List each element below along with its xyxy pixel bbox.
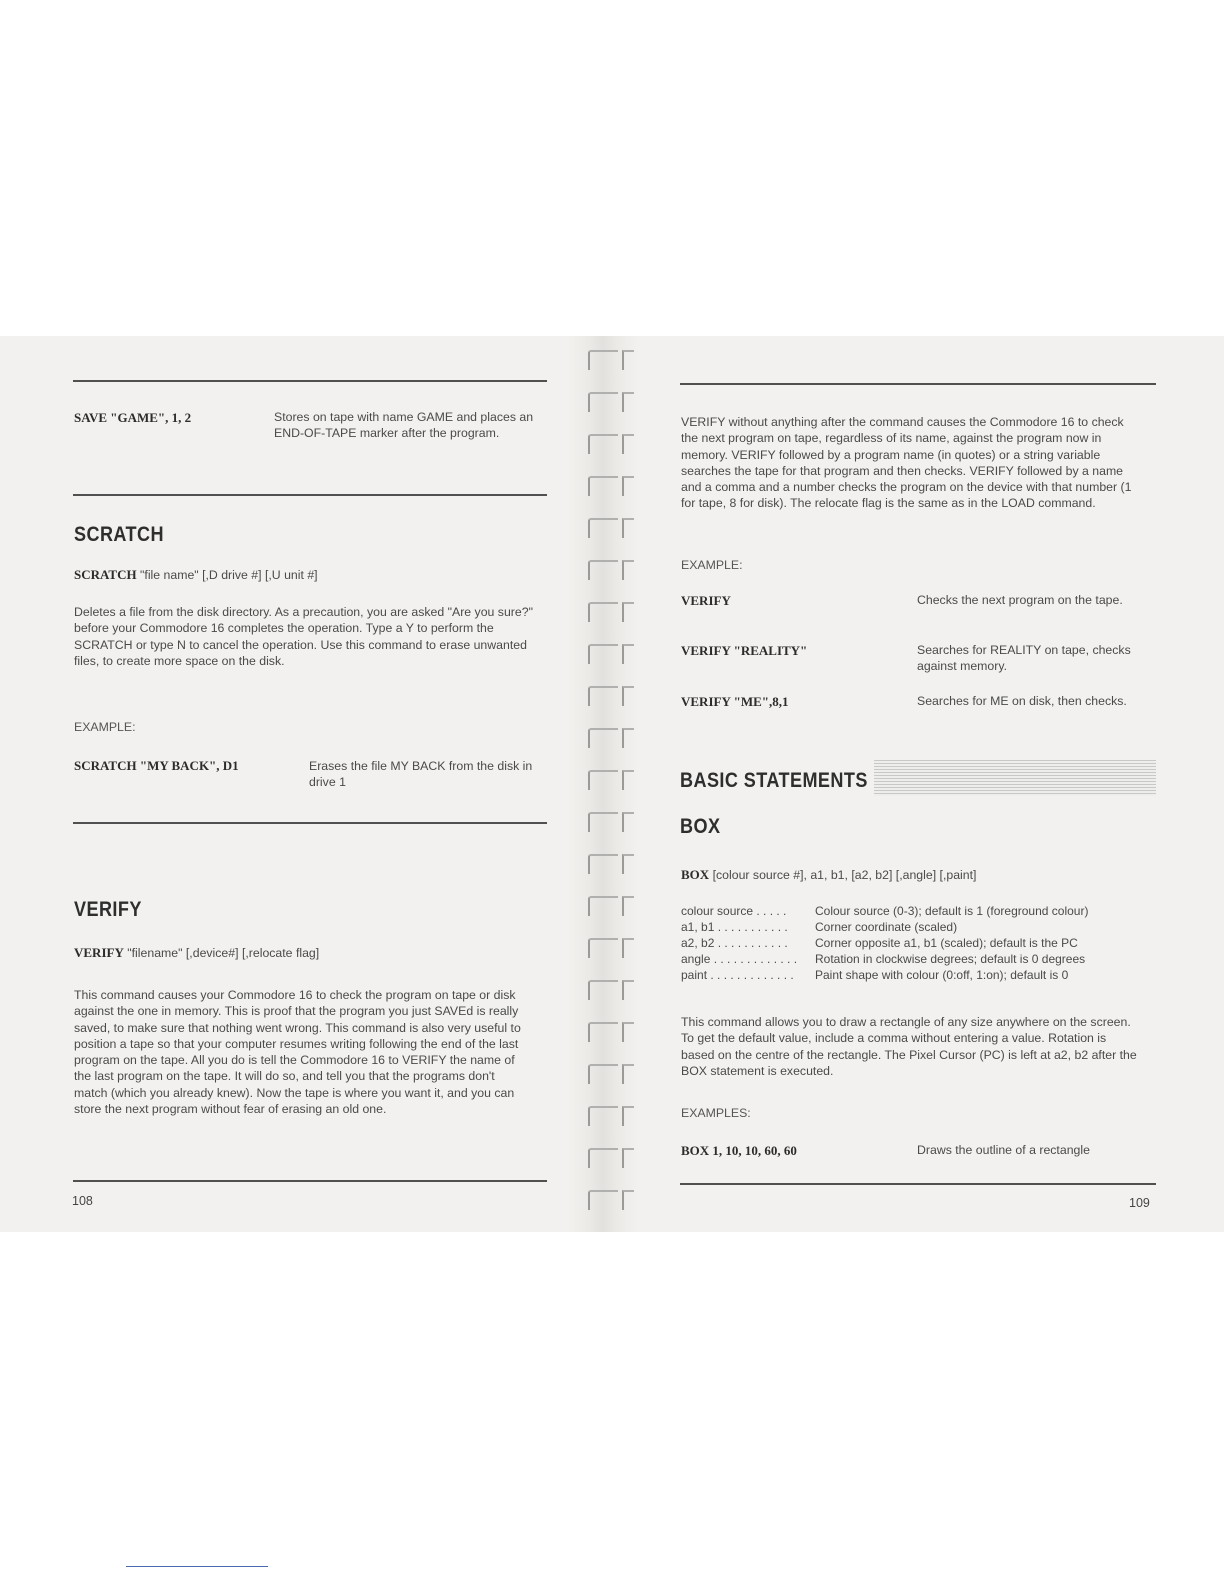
coil xyxy=(588,1022,618,1042)
divider xyxy=(73,1180,547,1182)
coil xyxy=(588,1190,618,1210)
verify-continued-body: VERIFY without anything after the command causes the Commodore 16 to check the next program on tape, regardless of its name, against the program now in memory. VERIFY followed by a program name (in quotes) or a string variable searches the tape for that program and then checks. VERIFY followed by a name and a comma and a number checks the program on the device with that number (1 for tape, 8 for disk). The relocate flag is the same as in the LOAD command. xyxy=(681,415,1132,511)
coil xyxy=(588,602,618,622)
divider xyxy=(73,380,547,382)
param-name: a1, b1 . . . . . . . . . . . xyxy=(681,920,788,934)
underline-mark xyxy=(126,1566,268,1567)
box-heading: BOX xyxy=(680,815,721,838)
verify-syntax xyxy=(74,945,319,961)
verify-example-desc-3: Searches for ME on disk, then checks. xyxy=(917,694,1127,708)
coil xyxy=(588,728,618,748)
coil xyxy=(588,350,618,370)
verify-example-desc-1: Checks the next program on the tape. xyxy=(917,593,1123,607)
coil xyxy=(588,686,618,706)
scratch-example-code: SCRATCH "MY BACK", D1 xyxy=(74,758,239,773)
divider xyxy=(73,494,547,496)
param-desc: Rotation in clockwise degrees; default is 0 degrees xyxy=(815,952,1086,966)
scratch-example-label: EXAMPLE: xyxy=(74,720,136,734)
syntax-args: "file name" [,D drive #] [,U unit #] xyxy=(140,568,318,582)
save-example-desc: Stores on tape with name GAME and places an END-OF-TAPE marker after the program. xyxy=(274,410,534,440)
param-row xyxy=(681,920,957,936)
param-row xyxy=(681,936,1078,952)
coil xyxy=(588,896,618,916)
spiral-binding xyxy=(568,336,638,1232)
coil xyxy=(588,644,618,664)
coil xyxy=(588,392,618,412)
scratch-body: Deletes a file from the disk directory. As a precaution, you are asked "Are you sure?" before your Commodore 16 completes the operation. Type a Y to perform the SCRATCH or type N to cancel the operation. Use this command to erase unwanted files, to create more space on the disk. xyxy=(74,605,533,668)
box-syntax xyxy=(681,867,976,883)
param-name: paint . . . . . . . . . . . . . xyxy=(681,968,794,982)
param-desc: Paint shape with colour (0:off, 1:on); default is 0 xyxy=(815,968,1069,982)
page-number: 108 xyxy=(72,1194,93,1208)
coil xyxy=(588,1148,618,1168)
syntax-keyword: BOX xyxy=(681,867,710,882)
verify-example-desc-2: Searches for REALITY on tape, checks against memory. xyxy=(917,643,1131,673)
param-row xyxy=(681,904,1088,920)
param-name: angle . . . . . . . . . . . . . xyxy=(681,952,798,966)
coil xyxy=(588,1064,618,1084)
coil xyxy=(588,770,618,790)
coil xyxy=(588,476,618,496)
divider xyxy=(680,383,1156,385)
verify-body: This command causes your Commodore 16 to check the program on tape or disk against the one in memory. This is proof that the program you just SAVEd is really saved, to make sure that nothing went wrong. This command is also very useful to position a tape so that your computer resumes writing following the end of the last program on the tape. All you do is tell the Commodore 16 to VERIFY the name of the last program on the tape. It will do so, and tell you that the programs don't match (which you already knew). Now the tape is where you want it, and you can store the next program without fear of erasing an old one. xyxy=(74,988,521,1117)
coil xyxy=(588,434,618,454)
param-desc: Corner coordinate (scaled) xyxy=(815,920,958,934)
verify-example-label: EXAMPLE: xyxy=(681,558,743,572)
verify-example-code-3: VERIFY "ME",8,1 xyxy=(681,694,789,709)
coil xyxy=(588,938,618,958)
coil xyxy=(588,980,618,1000)
scratch-heading: SCRATCH xyxy=(74,523,164,546)
coil xyxy=(588,560,618,580)
coil xyxy=(588,812,618,832)
verify-heading: VERIFY xyxy=(74,898,142,921)
section-heading: BASIC STATEMENTS xyxy=(680,769,873,793)
param-desc: Colour source (0-3); default is 1 (foreground colour) xyxy=(815,904,1089,918)
param-desc: Corner opposite a1, b1 (scaled); default is the PC xyxy=(815,936,1078,950)
box-body: This command allows you to draw a rectangle of any size anywhere on the screen. To get the default value, include a comma without entering a value. Rotation is based on the centre of the rectangle. The Pixel Cursor (PC) is left at a2, b2 after the BOX statement is executed. xyxy=(681,1015,1137,1078)
param-name: colour source . . . . . xyxy=(681,904,787,918)
coil xyxy=(588,1106,618,1126)
syntax-keyword: SCRATCH xyxy=(74,567,137,582)
param-row xyxy=(681,968,1068,984)
box-example-desc: Draws the outline of a rectangle xyxy=(917,1143,1090,1157)
param-name: a2, b2 . . . . . . . . . . . xyxy=(681,936,788,950)
divider xyxy=(73,822,547,824)
save-example-code: SAVE "GAME", 1, 2 xyxy=(74,410,192,425)
syntax-keyword: VERIFY xyxy=(74,945,124,960)
scratch-syntax xyxy=(74,567,318,583)
coil xyxy=(588,518,618,538)
box-examples-label: EXAMPLES: xyxy=(681,1106,751,1120)
divider xyxy=(680,1183,1156,1185)
verify-example-code-1: VERIFY xyxy=(681,593,731,608)
coil xyxy=(588,854,618,874)
verify-example-code-2: VERIFY "REALITY" xyxy=(681,643,808,658)
scratch-example-desc: Erases the file MY BACK from the disk in drive 1 xyxy=(309,759,533,789)
page-number: 109 xyxy=(1129,1196,1150,1210)
syntax-args: "filename" [,device#] [,relocate flag] xyxy=(127,946,320,960)
box-example-code: BOX 1, 10, 10, 60, 60 xyxy=(681,1143,797,1158)
section-hatch-bar xyxy=(874,760,1156,796)
syntax-args: [colour source #], a1, b1, [a2, b2] [,angle] [,paint] xyxy=(712,868,977,882)
left-page xyxy=(0,336,590,1232)
param-row xyxy=(681,952,1085,968)
book-spread xyxy=(0,336,1224,1232)
